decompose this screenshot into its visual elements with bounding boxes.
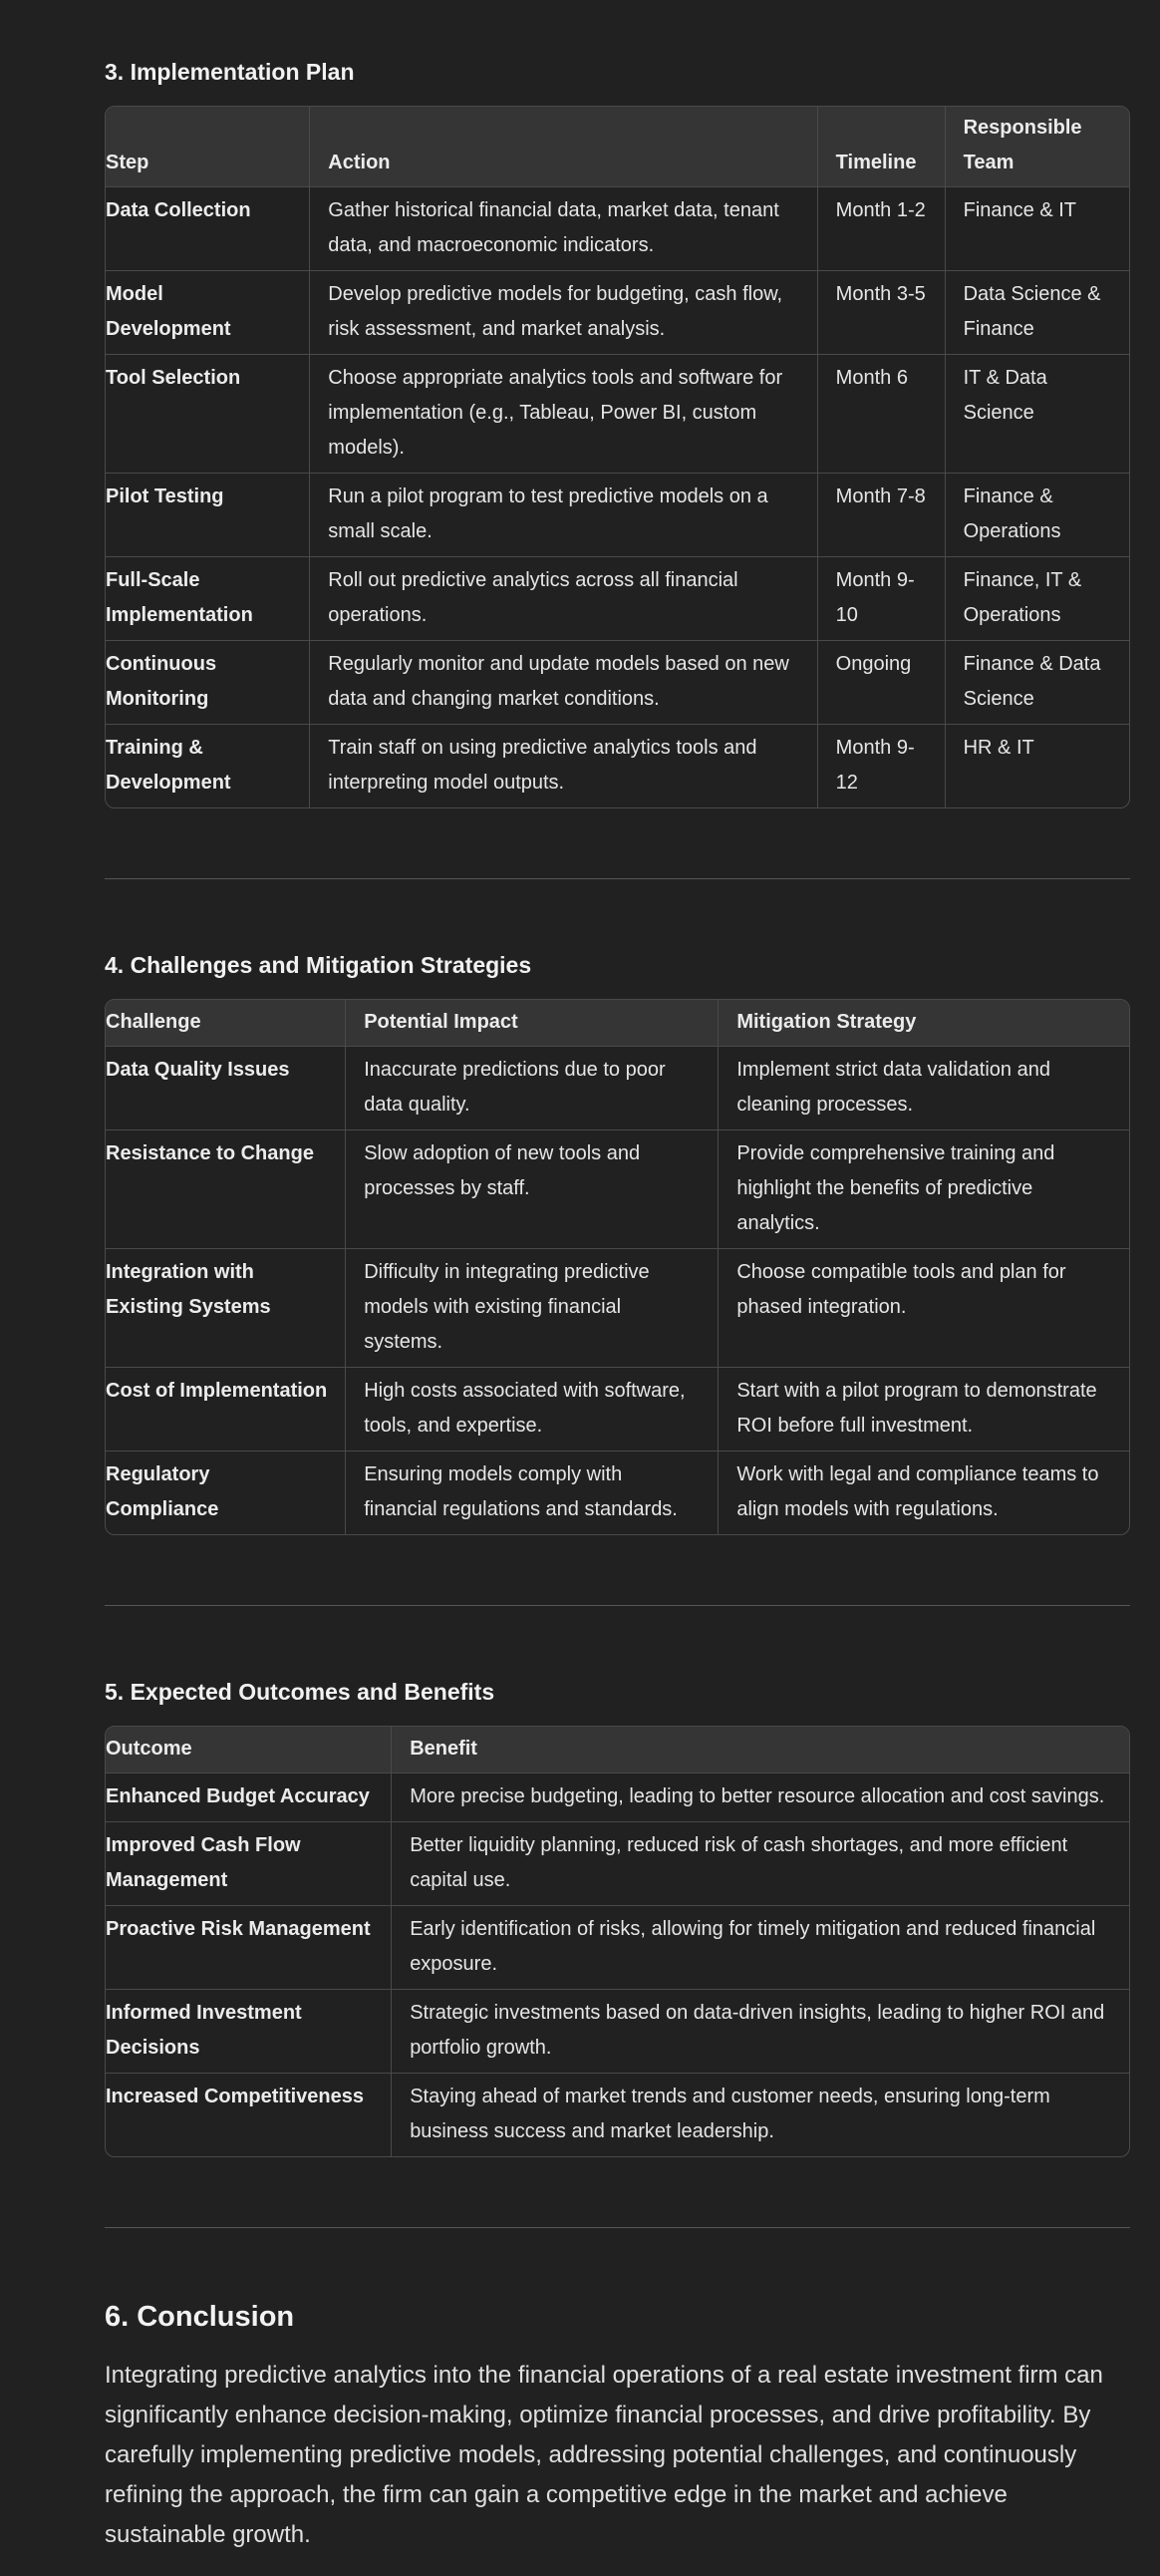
section-title: 4. Challenges and Mitigation Strategies	[105, 952, 532, 978]
outcomes-table	[106, 1727, 1129, 2156]
timeline-cell: Month 1-2	[817, 187, 945, 271]
section-title: 3. Implementation Plan	[105, 59, 355, 85]
section-divider	[105, 2227, 1130, 2228]
team-cell: Finance & Data Science	[945, 641, 1129, 725]
conclusion-section	[105, 2298, 1130, 2555]
impact-cell: Inaccurate predictions due to poor data quality.	[346, 1047, 719, 1130]
benefit-cell: Staying ahead of market trends and customer needs, ensuring long-term business success and market leadership.	[392, 2074, 1129, 2157]
table-row	[106, 725, 1129, 808]
mitigation-cell: Provide comprehensive training and highlight the benefits of predictive analytics.	[719, 1130, 1129, 1249]
action-cell: Develop predictive models for budgeting, cash flow, risk assessment, and market analysis.	[310, 271, 817, 355]
team-cell: Finance & Operations	[945, 474, 1129, 557]
table-row	[106, 1368, 1129, 1451]
team-cell: Finance, IT & Operations	[945, 557, 1129, 641]
column-header-mitigation-strategy: Mitigation Strategy	[719, 1000, 1129, 1047]
timeline-cell: Month 7-8	[817, 474, 945, 557]
timeline-cell: Month 6	[817, 355, 945, 474]
outcome-cell: Informed Investment Decisions	[106, 1990, 392, 2074]
mitigation-cell: Start with a pilot program to demonstrate ROI before full investment.	[719, 1368, 1129, 1451]
column-header-challenge: Challenge	[106, 1000, 346, 1047]
conclusion-paragraph: Integrating predictive analytics into the financial operations of a real estate investment firm can significantly enhance decision-making, optimize financial processes, and drive profitability. By carefully implementing predictive models, addressing potential challenges, and continuously refining the approach, the firm can gain a competitive edge in the market and achieve sustainable growth.	[105, 2362, 1103, 2548]
step-cell: Training & Development	[106, 725, 310, 808]
team-cell: HR & IT	[945, 725, 1129, 808]
team-cell: IT & Data Science	[945, 355, 1129, 474]
mitigation-cell: Implement strict data validation and cleaning processes.	[719, 1047, 1129, 1130]
benefit-cell: Strategic investments based on data-driven insights, leading to higher ROI and portfolio growth.	[392, 1990, 1129, 2074]
column-header-step: Step	[106, 107, 310, 187]
table-row	[106, 2074, 1129, 2157]
timeline-cell: Month 9-10	[817, 557, 945, 641]
benefit-cell: More precise budgeting, leading to better resource allocation and cost savings.	[392, 1773, 1129, 1822]
impact-cell: Ensuring models comply with financial regulations and standards.	[346, 1451, 719, 1535]
outcome-cell: Increased Competitiveness	[106, 2074, 392, 2157]
implementation-plan-table-wrapper	[105, 106, 1130, 808]
action-cell: Gather historical financial data, market data, tenant data, and macroeconomic indicators.	[310, 187, 817, 271]
challenges-table	[106, 1000, 1129, 1534]
table-header-row	[106, 1000, 1129, 1047]
column-header-potential-impact: Potential Impact	[346, 1000, 719, 1047]
column-header-timeline: Timeline	[817, 107, 945, 187]
outcomes-section	[105, 1676, 1130, 2157]
benefit-cell: Early identification of risks, allowing for timely mitigation and reduced financial exposure.	[392, 1906, 1129, 1990]
section-divider	[105, 1605, 1130, 1606]
mitigation-cell: Choose compatible tools and plan for phased integration.	[719, 1249, 1129, 1368]
table-row	[106, 1130, 1129, 1249]
challenge-cell: Data Quality Issues	[106, 1059, 290, 1081]
step-cell: Tool Selection	[106, 355, 310, 474]
action-cell: Roll out predictive analytics across all financial operations.	[310, 557, 817, 641]
step-cell: Data Collection	[106, 199, 251, 221]
timeline-cell: Month 3-5	[817, 271, 945, 355]
challenges-table-wrapper	[105, 999, 1130, 1535]
column-header-benefit: Benefit	[392, 1727, 1129, 1773]
impact-cell: Slow adoption of new tools and processes by staff.	[346, 1130, 719, 1249]
table-row	[106, 1047, 1129, 1130]
impact-cell: High costs associated with software, tools, and expertise.	[346, 1368, 719, 1451]
outcome-cell: Enhanced Budget Accuracy	[106, 1785, 370, 1807]
step-cell: Full-Scale Implementation	[106, 557, 310, 641]
mitigation-cell: Work with legal and compliance teams to align models with regulations.	[719, 1451, 1129, 1535]
column-header-responsible-team: Responsible Team	[945, 107, 1129, 187]
section-title: 6. Conclusion	[105, 2301, 295, 2333]
team-cell: Data Science & Finance	[945, 271, 1129, 355]
action-cell: Regularly monitor and update models based on new data and changing market conditions.	[310, 641, 817, 725]
table-row	[106, 1773, 1129, 1822]
challenges-section	[105, 949, 1130, 1535]
table-row	[106, 1822, 1129, 1906]
impact-cell: Difficulty in integrating predictive models with existing financial systems.	[346, 1249, 719, 1368]
step-cell: Model Development	[106, 271, 310, 355]
section-title: 5. Expected Outcomes and Benefits	[105, 1679, 495, 1705]
table-header-row	[106, 1727, 1129, 1773]
step-cell: Continuous Monitoring	[106, 641, 310, 725]
document-content	[105, 56, 1130, 2555]
outcomes-table-wrapper	[105, 1726, 1130, 2157]
table-row	[106, 1451, 1129, 1535]
challenge-cell: Integration with Existing Systems	[106, 1249, 346, 1368]
action-cell: Run a pilot program to test predictive models on a small scale.	[310, 474, 817, 557]
outcome-cell: Improved Cash Flow Management	[106, 1822, 392, 1906]
action-cell: Choose appropriate analytics tools and software for implementation (e.g., Tableau, Power BI, custom models).	[310, 355, 817, 474]
table-row	[106, 355, 1129, 474]
table-row	[106, 1906, 1129, 1990]
challenge-cell: Regulatory Compliance	[106, 1451, 346, 1535]
timeline-cell: Month 9-12	[817, 725, 945, 808]
challenge-cell: Resistance to Change	[106, 1130, 346, 1249]
table-row	[106, 1990, 1129, 2074]
team-cell: Finance & IT	[945, 187, 1129, 271]
step-cell: Pilot Testing	[106, 474, 310, 557]
column-header-outcome: Outcome	[106, 1727, 392, 1773]
timeline-cell: Ongoing	[817, 641, 945, 725]
table-header-row	[106, 107, 1129, 187]
outcome-cell: Proactive Risk Management	[106, 1906, 392, 1990]
table-row	[106, 187, 1129, 271]
table-row	[106, 271, 1129, 355]
section-divider	[105, 878, 1130, 879]
challenge-cell: Cost of Implementation	[106, 1368, 346, 1451]
table-row	[106, 557, 1129, 641]
table-row	[106, 1249, 1129, 1368]
implementation-plan-section	[105, 56, 1130, 808]
table-row	[106, 474, 1129, 557]
column-header-action: Action	[310, 107, 817, 187]
benefit-cell: Better liquidity planning, reduced risk of cash shortages, and more efficient capital use.	[392, 1822, 1129, 1906]
action-cell: Train staff on using predictive analytics tools and interpreting model outputs.	[310, 725, 817, 808]
implementation-plan-table	[106, 107, 1129, 807]
table-row	[106, 641, 1129, 725]
